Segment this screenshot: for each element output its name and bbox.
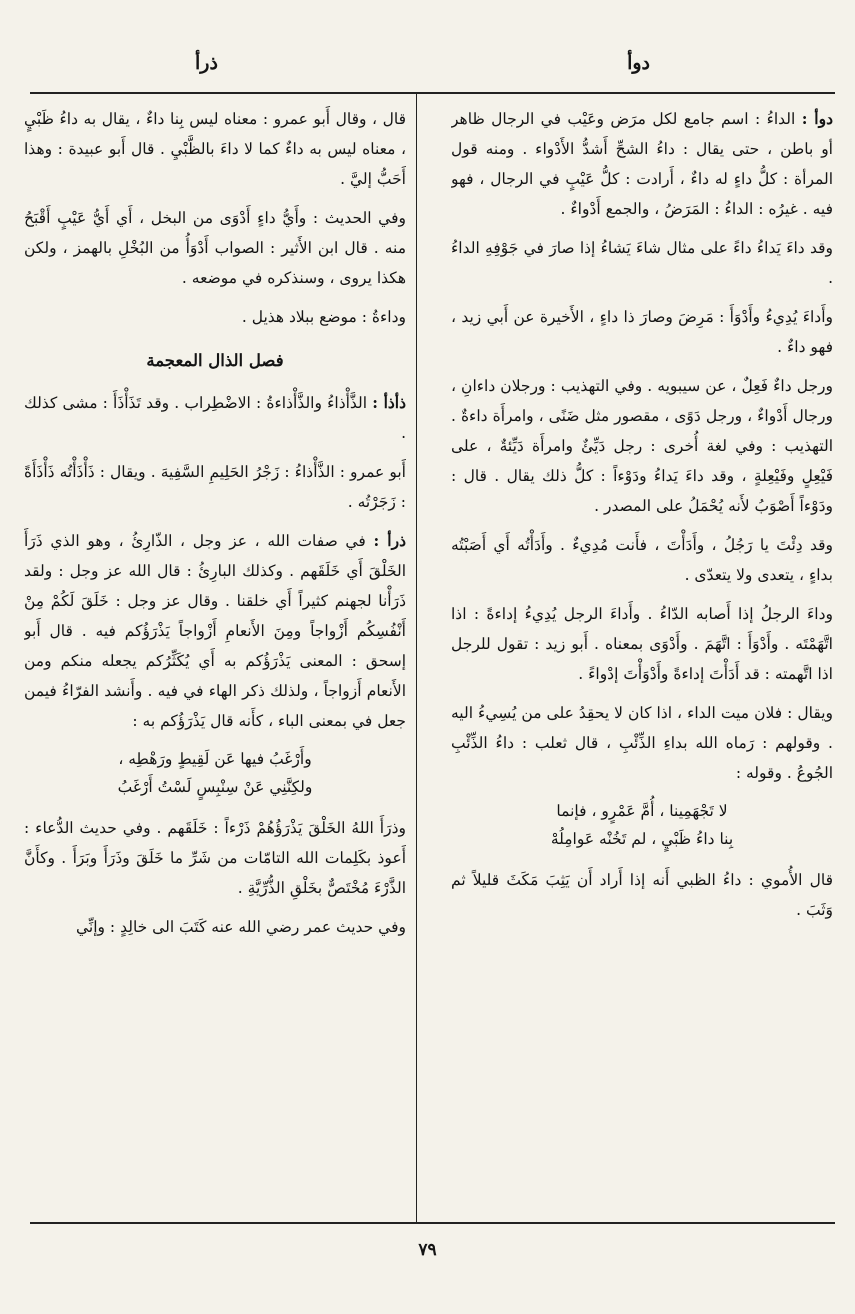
- paragraph: [451, 233, 833, 293]
- paragraph-text: وفي الحديث : وأَيُّ داءٍ أَدْوَى من البخل ، أَي أَيُّ عَيْبٍ أَقْبَحُ منه . قال ابن الأَثير : الصواب أَدْوَأُ من البُخْلِ بالهمز ، ولكن هكذا يروى ، وسنذكره في موضعه .: [24, 209, 406, 287]
- paragraph-text: وذرَأَ اللهُ الخَلْقَ يَذْرَؤُهُمْ ذَرْءاً : خَلَقَهم . وفي حديث الدُّعاء : أَعوذ بكَلِمات الله التامّات من شَرِّ ما خَلَقَ وذَرَأَ وبَرَأَ . وكأَنَّ الذَّرْءَ مُخْتَصٌّ بخَلْقِ الذُّرِّيَّةِ .: [24, 819, 406, 897]
- paragraph-text: وداءةُ : موضع ببلاد هذيل .: [241, 308, 406, 326]
- paragraph-text: وداءَ الرجلُ إذا أَصابه الدّاءُ . وأَداءَ الرجل يُدِيءُ إداءةً : اذا اتَّهَمْتَه . وأَدْوَأَ : اتَّهَمَ . وأَدْوَى بمعناه . أَبو زيد : تقول للرجل اذا اتَّهمته : قد أَدَأْتَ إداءةً وأَدْوَأْتَ إدْواءً .: [451, 605, 833, 683]
- paragraph: [24, 813, 406, 903]
- entry-headword: ذأذأ :: [372, 393, 406, 412]
- page-number: ٧٩: [418, 1240, 437, 1260]
- paragraph: [24, 457, 406, 517]
- verse-line: ولكِنَّنِي عَنْ سِنْبِسٍ لَسْتُ أَرْغَبُ: [117, 778, 313, 796]
- paragraph: [24, 912, 406, 942]
- paragraph-text: أَبو عمرو : الذَّأْذاءُ : زَجْرُ الحَلِيمِ السَّفِيهَ . ويقال : ذَأْذَأْتُه ذَأْذَأَةً : زَجَرْتُه .: [24, 463, 406, 511]
- paragraph-text: في صفات الله ، عز وجل ، الذّارِئُ ، وهو الذي ذَرَأَ الخَلْقَ أَي خَلَقَهم . وكذلك البارِئُ : قال الله عز وجل : ولقد ذَرَأْنا لجهنم كثيراً أَي خلقنا . وقال عز وجل : خَلَقَ لَكُمْ مِنْ أَنْفُسِكُم أَزْواجاً ومِنَ الأَنعامِ أَزْواجاً يَذْرَؤُكم فيه . قال أَبو إسحق : المعنى يَذْرَؤُكم به أَي يُكَثِّرُكم يجعله منكم ومن الأَنعام أَزواجاً ، ولذلك ذكر الهاء في فيه . وأَنشد الفرّاءُ فيمن جعل في بمعنى الباء ، كأَنه قال يَذْرَؤُكم به :: [24, 532, 406, 730]
- paragraph-text: قال الأُموي : داءُ الظبي أَنه إذا أَراد أَن يَثِبَ مَكَثَ قليلاً ثم وَثَبَ .: [451, 871, 833, 919]
- top-rule: [30, 92, 835, 94]
- entry-headword: ذرأ :: [373, 531, 406, 550]
- verse-block: [451, 797, 833, 853]
- paragraph-text: وقد داءَ يَداءُ داءً على مثال شاءَ يَشاءُ إذا صارَ في جَوْفِهِ الداءُ .: [451, 239, 833, 287]
- running-head-left: ذرأ: [195, 52, 218, 74]
- verse-block: [24, 745, 406, 801]
- paragraph: [451, 530, 833, 590]
- right-column: [451, 104, 833, 1216]
- paragraph: [24, 388, 406, 448]
- paragraph: [451, 865, 833, 925]
- section-title: فصل الذال المعجمة: [146, 351, 284, 370]
- paragraph: [451, 371, 833, 521]
- verse-line: لا تَجْهَمِينا ، أُمَّ عَمْرٍو ، فإنما: [556, 802, 728, 820]
- column-divider: [416, 92, 417, 1222]
- paragraph-text: وقد دِئْتَ يا رَجُلُ ، وأَدَأْتَ ، فأَنت مُدِيءٌ . وأَدَأْتُه أَي أَصَبْتُه بداءٍ ، يتعدى ولا يتعدّى .: [451, 536, 833, 584]
- running-head-right: دوأ: [627, 52, 650, 74]
- paragraph-text: الداءُ : اسم جامع لكل مرَض وعَيْب في الرجال ظاهر أو باطن ، حتى يقال : داءُ الشحِّ أَشدُّ الأَدْواء . ومنه قول المرأة : كلُّ داءٍ له داءٌ ، أَرادت : كلُّ عَيْبٍ في الرجال ، فهو فيه . غيرُه : الداءُ : المَرَضُ ، والجمع أَدْواءٌ .: [451, 110, 833, 218]
- paragraph: [24, 302, 406, 332]
- paragraph: [24, 104, 406, 194]
- paragraph-text: ورجل داءٌ فَعِلٌ ، عن سيبويه . وفي التهذيب : ورجلان داءانِ ، ورجال أَدْواءٌ ، ورجل دَوًى ، مقصور مثل ضَنًى ، وامرأَة داءةٌ . التهذيب : وفي لغة أُخرى : رجل دَيِّئٌ وامرأَة دَيِّئةٌ ، على فَيْعِلٍ وفَيْعِلةٍ ، وقد داءَ يَداءُ ودَوْءاً : كلُّ ذلك يقال . قال : ودَوْءاً أَصْوَبُ لأَنه يُحْمَلُ على المصدر .: [451, 377, 833, 515]
- paragraph: [451, 302, 833, 362]
- paragraph: [451, 698, 833, 788]
- paragraph-text: ويقال : فلان ميت الداء ، اذا كان لا يحقِدُ على من يُسِيءُ اليه . وقولهم : رَماه الله بداءِ الذِّئْبِ ، قال ثعلب : داءُ الذِّئْبِ الجُوعُ . وقوله :: [451, 704, 833, 782]
- paragraph: [24, 203, 406, 293]
- paragraph: [451, 104, 833, 224]
- paragraph-text: الذَّأْذاءُ والذَّأْذاءةُ : الاضْطِراب . وقد تَذَأْذَأَ : مشى كذلك .: [24, 394, 406, 442]
- verse-line: بِنا داءُ ظَبْيٍ ، لم تَخُنْه عَوامِلُهْ: [550, 830, 734, 848]
- bottom-rule: [30, 1222, 835, 1224]
- left-column: [24, 104, 406, 1216]
- paragraph-text: وفي حديث عمر رضي الله عنه كَتَبَ الى خالِدٍ : وإنِّي: [75, 918, 406, 936]
- entry-headword: دوأ :: [801, 109, 833, 128]
- paragraph: [451, 599, 833, 689]
- paragraph: [24, 526, 406, 736]
- paragraph-text: قال ، وقال أَبو عمرو : معناه ليس بِنا داءٌ ، يقال به داءُ ظَبْيٍ ، معناه ليس به داءٌ كما لا داءَ بالظَّبْيِ . قال أَبو عبيدة : وهذا أَحَبُّ إليَّ .: [24, 110, 406, 188]
- verse-line: وأَرْغَبُ فيها عَن لَقِيطٍ ورَهْطِه ،: [118, 750, 312, 768]
- paragraph-text: وأَداءَ يُدِيءُ وأَدْوَأَ : مَرِضَ وصارَ ذا داءٍ ، الأَخيرة عن أَبي زيد ، فهو داءٌ .: [451, 308, 833, 356]
